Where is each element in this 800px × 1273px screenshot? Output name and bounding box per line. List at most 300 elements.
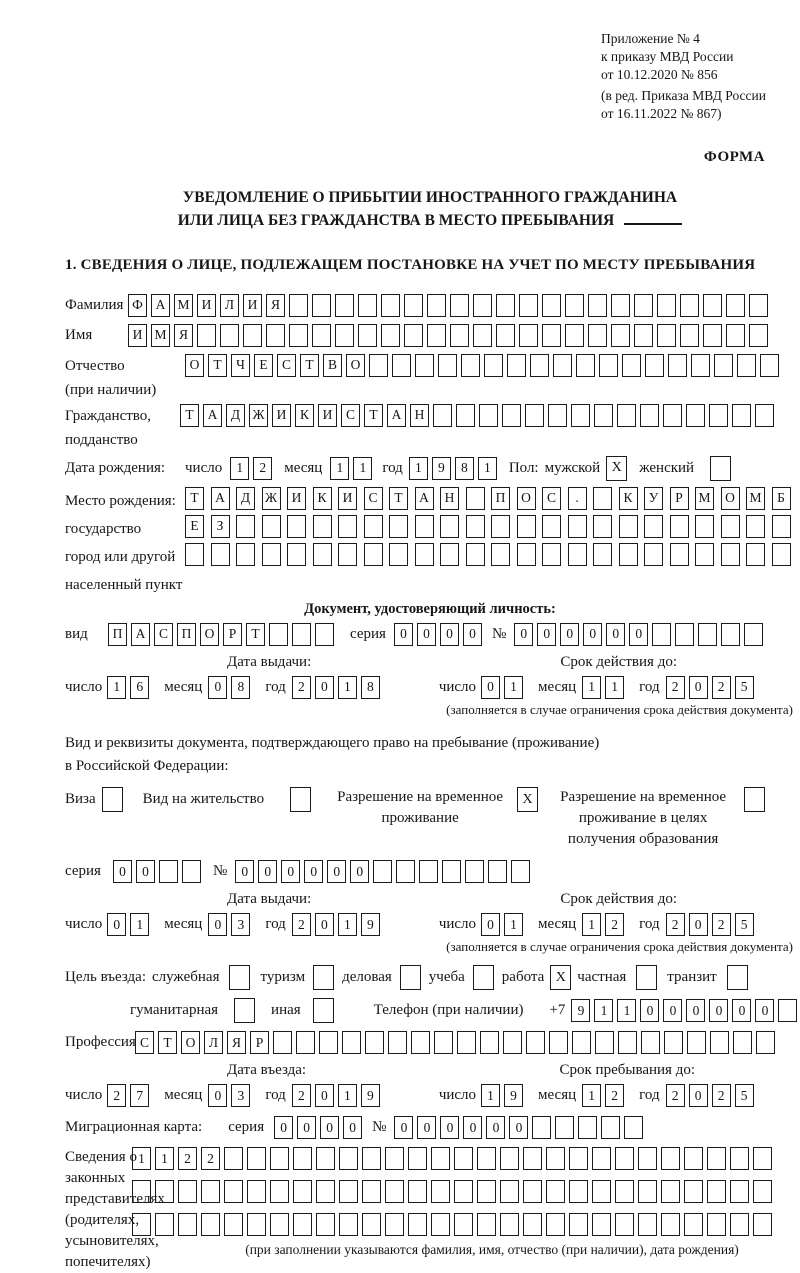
char-cell[interactable] [442,860,461,883]
char-cell[interactable] [645,354,664,377]
char-cell[interactable] [269,623,288,646]
char-cell[interactable]: 1 [155,1147,174,1170]
temp-residence-education-checkbox[interactable] [744,787,765,812]
char-cell[interactable]: Т [208,354,227,377]
char-cell[interactable] [634,294,653,317]
char-cell[interactable] [588,294,607,317]
char-cell[interactable]: 1 [132,1147,151,1170]
char-cell[interactable]: К [619,487,638,510]
char-cell[interactable] [670,543,689,566]
char-cell[interactable] [450,294,469,317]
purpose-private-checkbox[interactable] [636,965,657,990]
char-cell[interactable]: 1 [504,676,523,699]
char-cell[interactable] [440,515,459,538]
char-cell[interactable]: 1 [504,913,523,936]
char-cell[interactable]: 0 [440,1116,459,1139]
char-cell[interactable] [756,1031,775,1054]
char-cell[interactable]: 0 [629,623,648,646]
char-cell[interactable] [440,543,459,566]
purpose-humanitarian-checkbox[interactable] [234,998,255,1023]
char-cell[interactable] [201,1180,220,1203]
char-cell[interactable] [772,515,791,538]
char-cell[interactable] [661,1147,680,1170]
char-cell[interactable] [247,1213,266,1236]
char-cell[interactable]: Е [254,354,273,377]
char-cell[interactable] [466,543,485,566]
char-cell[interactable] [431,1180,450,1203]
char-cell[interactable]: 5 [735,676,754,699]
char-cell[interactable] [519,294,538,317]
char-cell[interactable] [721,623,740,646]
char-cell[interactable]: Л [204,1031,223,1054]
char-cell[interactable] [287,515,306,538]
char-cell[interactable] [737,354,756,377]
char-cell[interactable]: 1 [409,457,428,480]
char-cell[interactable] [680,324,699,347]
char-cell[interactable] [753,1147,772,1170]
char-cell[interactable] [479,404,498,427]
char-cell[interactable] [466,515,485,538]
char-cell[interactable] [549,1031,568,1054]
char-cell[interactable] [568,515,587,538]
char-cell[interactable] [691,354,710,377]
char-cell[interactable]: Н [440,487,459,510]
char-cell[interactable] [408,1147,427,1170]
char-cell[interactable] [381,324,400,347]
char-cell[interactable] [132,1213,151,1236]
char-cell[interactable] [362,1180,381,1203]
char-cell[interactable] [289,324,308,347]
char-cell[interactable] [431,1213,450,1236]
char-cell[interactable] [640,404,659,427]
char-cell[interactable]: 1 [338,676,357,699]
char-cell[interactable]: П [108,623,127,646]
char-cell[interactable]: 5 [735,913,754,936]
char-cell[interactable] [431,1147,450,1170]
char-cell[interactable]: А [211,487,230,510]
char-cell[interactable] [488,860,507,883]
char-cell[interactable]: 1 [338,1084,357,1107]
char-cell[interactable]: 0 [136,860,155,883]
char-cell[interactable] [588,324,607,347]
char-cell[interactable] [396,860,415,883]
char-cell[interactable] [364,515,383,538]
char-cell[interactable] [197,324,216,347]
char-cell[interactable] [178,1180,197,1203]
char-cell[interactable] [593,515,612,538]
char-cell[interactable] [262,515,281,538]
char-cell[interactable] [644,543,663,566]
char-cell[interactable]: 0 [440,623,459,646]
char-cell[interactable]: У [644,487,663,510]
char-cell[interactable]: 0 [350,860,369,883]
char-cell[interactable] [312,324,331,347]
char-cell[interactable] [335,324,354,347]
char-cell[interactable] [450,324,469,347]
char-cell[interactable] [753,1180,772,1203]
char-cell[interactable] [546,1147,565,1170]
char-cell[interactable]: 0 [689,913,708,936]
char-cell[interactable]: 1 [481,1084,500,1107]
char-cell[interactable] [555,1116,574,1139]
char-cell[interactable]: 0 [107,913,126,936]
char-cell[interactable]: 0 [732,999,751,1022]
purpose-official-checkbox[interactable] [229,965,250,990]
char-cell[interactable]: 2 [666,1084,685,1107]
char-cell[interactable] [703,324,722,347]
char-cell[interactable] [477,1180,496,1203]
char-cell[interactable]: А [203,404,222,427]
char-cell[interactable] [507,354,526,377]
char-cell[interactable] [185,543,204,566]
char-cell[interactable]: С [364,487,383,510]
char-cell[interactable] [517,515,536,538]
char-cell[interactable]: 0 [755,999,774,1022]
char-cell[interactable]: 2 [605,1084,624,1107]
char-cell[interactable]: Т [300,354,319,377]
char-cell[interactable]: 3 [231,1084,250,1107]
char-cell[interactable]: 0 [709,999,728,1022]
char-cell[interactable]: 0 [208,1084,227,1107]
char-cell[interactable] [236,515,255,538]
char-cell[interactable]: З [211,515,230,538]
char-cell[interactable]: 2 [253,457,272,480]
char-cell[interactable]: И [243,294,262,317]
char-cell[interactable] [404,324,423,347]
char-cell[interactable]: 0 [663,999,682,1022]
char-cell[interactable] [496,324,515,347]
char-cell[interactable]: 0 [640,999,659,1022]
purpose-business-checkbox[interactable] [400,965,421,990]
char-cell[interactable]: Б [772,487,791,510]
char-cell[interactable] [392,354,411,377]
char-cell[interactable]: 0 [686,999,705,1022]
char-cell[interactable]: О [200,623,219,646]
char-cell[interactable]: О [517,487,536,510]
char-cell[interactable]: 9 [361,913,380,936]
char-cell[interactable] [411,1031,430,1054]
char-cell[interactable]: 8 [455,457,474,480]
char-cell[interactable] [749,294,768,317]
char-cell[interactable]: 0 [481,676,500,699]
char-cell[interactable] [517,543,536,566]
char-cell[interactable] [652,623,671,646]
char-cell[interactable] [182,860,201,883]
char-cell[interactable] [638,1180,657,1203]
char-cell[interactable] [553,354,572,377]
char-cell[interactable]: И [287,487,306,510]
char-cell[interactable] [178,1213,197,1236]
char-cell[interactable]: 2 [712,913,731,936]
char-cell[interactable] [457,1031,476,1054]
char-cell[interactable] [224,1213,243,1236]
char-cell[interactable]: К [313,487,332,510]
char-cell[interactable] [578,1116,597,1139]
char-cell[interactable] [270,1180,289,1203]
char-cell[interactable] [592,1213,611,1236]
char-cell[interactable] [714,354,733,377]
char-cell[interactable] [565,324,584,347]
char-cell[interactable] [542,515,561,538]
char-cell[interactable] [730,1180,749,1203]
char-cell[interactable] [287,543,306,566]
char-cell[interactable]: 0 [281,860,300,883]
char-cell[interactable]: Ч [231,354,250,377]
char-cell[interactable] [611,324,630,347]
char-cell[interactable]: 0 [463,623,482,646]
char-cell[interactable]: 0 [235,860,254,883]
char-cell[interactable] [289,294,308,317]
char-cell[interactable]: 2 [201,1147,220,1170]
char-cell[interactable] [726,294,745,317]
char-cell[interactable] [733,1031,752,1054]
char-cell[interactable]: 1 [107,676,126,699]
char-cell[interactable] [611,294,630,317]
char-cell[interactable] [201,1213,220,1236]
char-cell[interactable]: 2 [292,1084,311,1107]
char-cell[interactable] [270,1147,289,1170]
purpose-tourism-checkbox[interactable] [313,965,334,990]
char-cell[interactable]: 2 [712,1084,731,1107]
char-cell[interactable]: 0 [304,860,323,883]
char-cell[interactable]: Е [185,515,204,538]
char-cell[interactable] [389,543,408,566]
char-cell[interactable]: 1 [338,913,357,936]
char-cell[interactable] [293,1213,312,1236]
char-cell[interactable] [615,1180,634,1203]
char-cell[interactable]: 2 [292,913,311,936]
char-cell[interactable] [542,543,561,566]
purpose-study-checkbox[interactable] [473,965,494,990]
char-cell[interactable] [668,354,687,377]
char-cell[interactable]: 9 [504,1084,523,1107]
char-cell[interactable]: 0 [689,676,708,699]
char-cell[interactable] [293,1180,312,1203]
char-cell[interactable]: Р [670,487,689,510]
char-cell[interactable] [365,1031,384,1054]
char-cell[interactable]: 1 [582,676,601,699]
char-cell[interactable] [159,860,178,883]
char-cell[interactable] [243,324,262,347]
char-cell[interactable]: Р [223,623,242,646]
char-cell[interactable] [698,623,717,646]
char-cell[interactable] [477,1213,496,1236]
char-cell[interactable]: Ж [262,487,281,510]
char-cell[interactable] [707,1213,726,1236]
char-cell[interactable] [496,294,515,317]
char-cell[interactable]: 1 [130,913,149,936]
char-cell[interactable] [385,1147,404,1170]
char-cell[interactable] [749,324,768,347]
char-cell[interactable] [726,324,745,347]
char-cell[interactable] [236,543,255,566]
char-cell[interactable] [695,515,714,538]
char-cell[interactable] [644,515,663,538]
char-cell[interactable]: 8 [361,676,380,699]
char-cell[interactable] [572,1031,591,1054]
char-cell[interactable] [338,515,357,538]
char-cell[interactable] [657,324,676,347]
char-cell[interactable] [358,294,377,317]
char-cell[interactable]: П [177,623,196,646]
char-cell[interactable]: 1 [594,999,613,1022]
char-cell[interactable] [526,1031,545,1054]
temp-residence-checkbox[interactable]: X [517,787,538,812]
char-cell[interactable]: 1 [582,913,601,936]
char-cell[interactable] [312,294,331,317]
char-cell[interactable]: И [128,324,147,347]
char-cell[interactable] [753,1213,772,1236]
char-cell[interactable]: 2 [178,1147,197,1170]
char-cell[interactable]: 0 [560,623,579,646]
char-cell[interactable] [247,1180,266,1203]
char-cell[interactable] [427,324,446,347]
char-cell[interactable] [571,404,590,427]
char-cell[interactable]: 1 [353,457,372,480]
char-cell[interactable]: 0 [343,1116,362,1139]
char-cell[interactable]: 2 [107,1084,126,1107]
char-cell[interactable] [427,294,446,317]
char-cell[interactable] [601,1116,620,1139]
char-cell[interactable] [484,354,503,377]
char-cell[interactable] [732,404,751,427]
char-cell[interactable]: Р [250,1031,269,1054]
char-cell[interactable]: 0 [315,913,334,936]
char-cell[interactable]: 1 [478,457,497,480]
char-cell[interactable] [511,860,530,883]
char-cell[interactable]: А [387,404,406,427]
char-cell[interactable] [473,324,492,347]
char-cell[interactable] [500,1180,519,1203]
char-cell[interactable]: А [151,294,170,317]
sex-male-checkbox[interactable]: X [606,456,627,481]
purpose-transit-checkbox[interactable] [727,965,748,990]
char-cell[interactable]: С [277,354,296,377]
char-cell[interactable]: А [131,623,150,646]
char-cell[interactable] [675,623,694,646]
char-cell[interactable] [624,1116,643,1139]
char-cell[interactable] [465,860,484,883]
char-cell[interactable] [519,324,538,347]
char-cell[interactable] [695,543,714,566]
char-cell[interactable] [565,294,584,317]
char-cell[interactable] [755,404,774,427]
char-cell[interactable]: 0 [320,1116,339,1139]
char-cell[interactable] [622,354,641,377]
char-cell[interactable] [730,1147,749,1170]
char-cell[interactable] [721,543,740,566]
char-cell[interactable] [500,1147,519,1170]
char-cell[interactable]: О [721,487,740,510]
char-cell[interactable]: 9 [432,457,451,480]
char-cell[interactable] [388,1031,407,1054]
char-cell[interactable] [615,1147,634,1170]
char-cell[interactable] [569,1213,588,1236]
char-cell[interactable] [339,1147,358,1170]
char-cell[interactable]: П [491,487,510,510]
char-cell[interactable] [132,1180,151,1203]
char-cell[interactable] [362,1147,381,1170]
char-cell[interactable] [313,543,332,566]
char-cell[interactable]: 7 [130,1084,149,1107]
char-cell[interactable]: Н [410,404,429,427]
char-cell[interactable]: 1 [617,999,636,1022]
char-cell[interactable] [438,354,457,377]
char-cell[interactable] [594,404,613,427]
char-cell[interactable]: О [185,354,204,377]
char-cell[interactable] [523,1147,542,1170]
char-cell[interactable]: И [318,404,337,427]
char-cell[interactable] [292,623,311,646]
char-cell[interactable] [415,354,434,377]
char-cell[interactable]: 1 [582,1084,601,1107]
char-cell[interactable] [415,515,434,538]
char-cell[interactable] [408,1213,427,1236]
char-cell[interactable] [661,1180,680,1203]
char-cell[interactable] [270,1213,289,1236]
char-cell[interactable]: Т [364,404,383,427]
char-cell[interactable]: 0 [258,860,277,883]
char-cell[interactable] [615,1213,634,1236]
char-cell[interactable] [477,1147,496,1170]
char-cell[interactable]: 0 [509,1116,528,1139]
char-cell[interactable]: 9 [361,1084,380,1107]
char-cell[interactable] [224,1147,243,1170]
char-cell[interactable] [358,324,377,347]
char-cell[interactable] [680,294,699,317]
char-cell[interactable] [641,1031,660,1054]
char-cell[interactable] [684,1213,703,1236]
char-cell[interactable] [491,543,510,566]
char-cell[interactable]: Л [220,294,239,317]
char-cell[interactable] [381,294,400,317]
char-cell[interactable]: Ф [128,294,147,317]
char-cell[interactable] [316,1180,335,1203]
char-cell[interactable]: И [272,404,291,427]
char-cell[interactable] [454,1147,473,1170]
char-cell[interactable]: М [695,487,714,510]
char-cell[interactable] [456,404,475,427]
char-cell[interactable] [663,404,682,427]
char-cell[interactable] [593,543,612,566]
char-cell[interactable]: 0 [486,1116,505,1139]
char-cell[interactable] [619,543,638,566]
char-cell[interactable]: О [181,1031,200,1054]
char-cell[interactable] [338,543,357,566]
char-cell[interactable] [670,515,689,538]
char-cell[interactable]: 0 [417,623,436,646]
char-cell[interactable] [707,1147,726,1170]
char-cell[interactable]: 6 [130,676,149,699]
char-cell[interactable]: О [346,354,365,377]
char-cell[interactable]: 2 [666,676,685,699]
char-cell[interactable] [548,404,567,427]
char-cell[interactable] [546,1180,565,1203]
char-cell[interactable] [389,515,408,538]
char-cell[interactable] [523,1213,542,1236]
char-cell[interactable]: М [746,487,765,510]
char-cell[interactable] [335,294,354,317]
char-cell[interactable]: Я [266,294,285,317]
char-cell[interactable] [369,354,388,377]
char-cell[interactable] [569,1180,588,1203]
char-cell[interactable]: Я [174,324,193,347]
char-cell[interactable]: 0 [208,676,227,699]
char-cell[interactable]: А [415,487,434,510]
char-cell[interactable]: 0 [208,913,227,936]
char-cell[interactable] [525,404,544,427]
char-cell[interactable]: 0 [583,623,602,646]
